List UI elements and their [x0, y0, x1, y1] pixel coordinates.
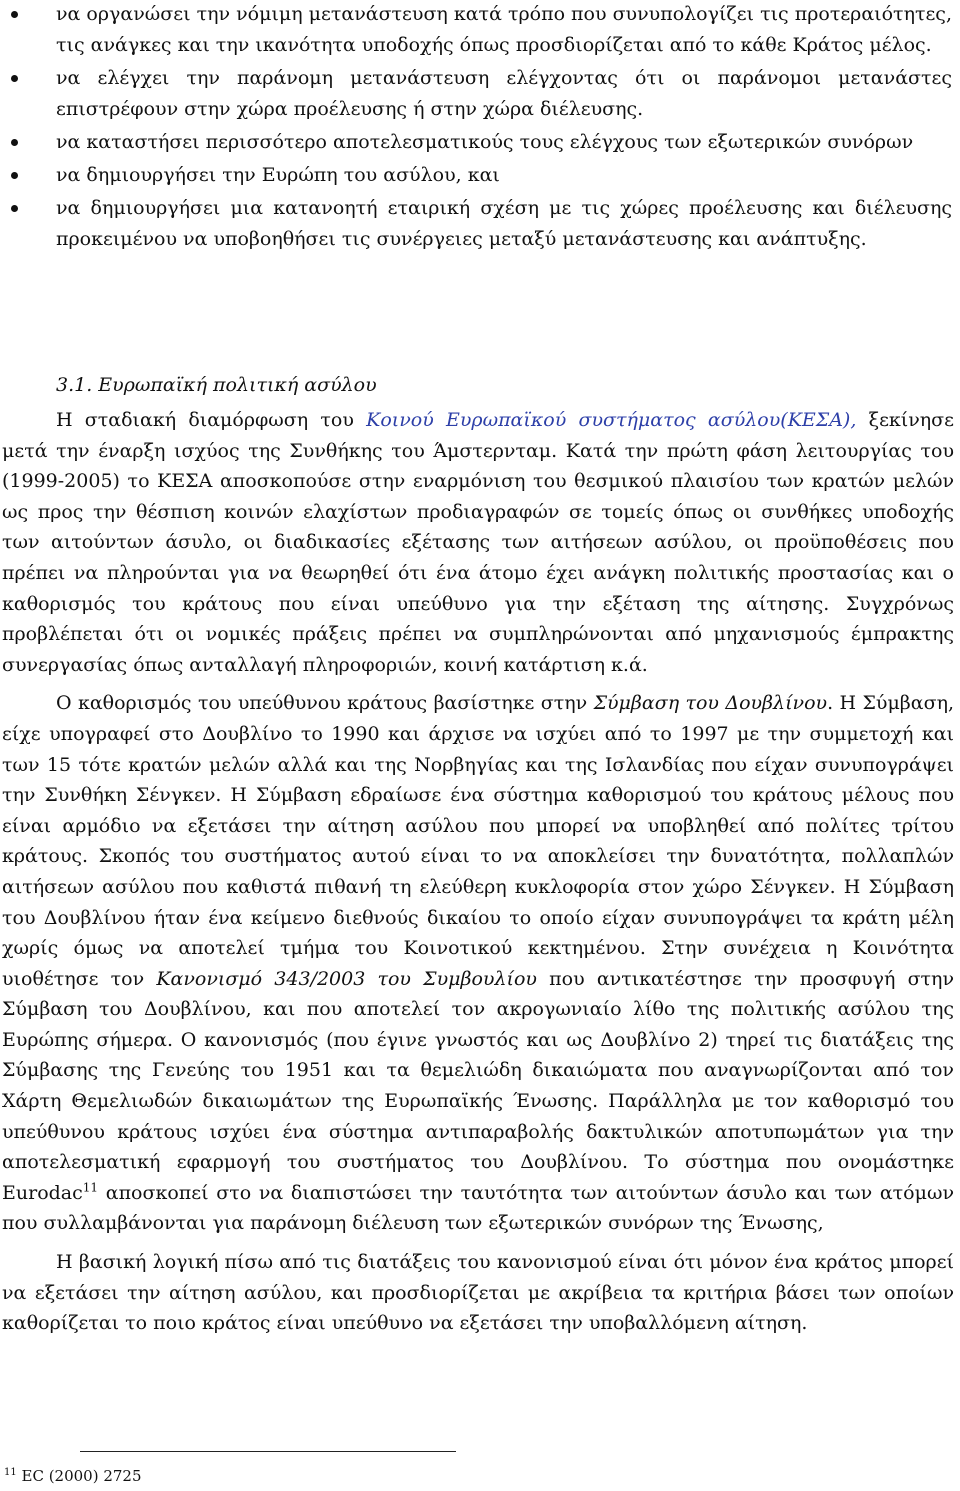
paragraph-2 — [2, 688, 954, 1239]
footnote-reference[interactable]: 11 — [82, 1180, 99, 1195]
paragraph-1-part-a: Η σταδιακή διαμόρφωση του — [56, 409, 367, 431]
paragraph-1 — [2, 405, 954, 680]
list-item — [0, 0, 960, 61]
bullet-text: να οργανώσει την νόμιμη μετανάστευση κατά τρόπο που συνυπολογίζει τις προτεραιότητες, τις ανάγκες και την ικανότητα υποδοχής όπως προσδιορίζεται από το κάθε Κράτος μέλος. — [56, 3, 952, 56]
bullet-list — [0, 0, 960, 257]
list-item — [0, 193, 960, 255]
bullet-text: να ελέγχει την παράνομη μετανάστευση ελέγχοντας ότι οι παράνομοι μετανάστες επιστρέφουν στην χώρα προέλευσης ή στην χώρα διέλευσης. — [56, 67, 952, 120]
paragraph-2-part-c: . Η Σύμβαση, είχε υπογραφεί στο Δουβλίνο το 1990 και άρχισε να ισχύει από το 1997 με την συμμετοχή και των 15 τότε κρατών μελών αλλά και της Νορβηγίας και της Ισλανδίας που είχαν συνυπογράψει την Συνθήκη Σένγκεν. Η Σύμβαση εδραίωσε ένα σύστημα καθορισμού του κράτους μέλους που είναι αρμόδιο να εξετάσει την αίτηση ασύλου που μπορεί να υποβληθεί από πολίτες τρίτου κράτους. Σκοπός του συστήματος αυτού είναι το να αποκλείσει την δυνατότητα, πολλαπλών αιτήσεων ασύλου που καθιστά πιθανή τη ελεύθερη κυκλοφορία στον χώρο Σένγκεν. Η Σύμβαση του Δουβλίνου ήταν ένα κείμενο διεθνούς δικαίου το οποίο είχαν συνυπογράψει τα κράτη μέλη χωρίς όμως να αποτελεί τμήμα του Κοινοτικού κεκτημένου. Στην συνέχεια η Κοινότητα υιοθέτησε τον — [2, 692, 954, 990]
list-item — [0, 63, 960, 125]
bullet-icon — [11, 172, 18, 179]
bullet-icon — [11, 75, 18, 82]
section-heading: 3.1. Ευρωπαϊκή πολιτική ασύλου — [56, 374, 377, 396]
kesa-term: Κοινού Ευρωπαϊκού συστήματος ασύλου(ΚΕΣΑ), — [366, 409, 857, 431]
footnote-text: EC (2000) 2725 — [16, 1467, 142, 1485]
bullet-icon — [11, 139, 18, 146]
footnote-number: 11 — [4, 1467, 17, 1478]
paragraph-2-part-e: που αντικατέστησε την προσφυγή στην Σύμβαση του Δουβλίνου, και που αποτελεί τον ακρογωνιαίο λίθο της πολιτικής ασύλου της Ευρώπης σήμερα. Ο κανονισμός (που έγινε γνωστός και ως Δουβλίνο 2) τηρεί τις διατάξεις της Σύμβασης της Γενεύης του 1951 και τα θεμελιώδη δικαιώματα που αναγνωρίζονται από τον Χάρτη Θεμελιωδών δικαιωμάτων της Ευρωπαϊκής Ένωσης. Παράλληλα με τον καθορισμό του υπεύθυνου κράτους ισχύει ένα σύστημα αντιπαραβολής δακτυλικών αποτυπωμάτων για την αποτελεσματική εφαρμογή του συστήματος του Δουβλίνου. Το σύστημα που ονομάστηκε Eurodac — [2, 967, 954, 1204]
body-text — [2, 405, 954, 1347]
paragraph-3: Η βασική λογική πίσω από τις διατάξεις του κανονισμού είναι ότι μόνον ένα κράτος μπορεί να εξετάσει την αίτηση ασύλου, και προσδιορίζεται με ακρίβεια τα κριτήρια βάσει των οποίων καθορίζεται το ποιο κράτος είναι υπεύθυνο να εξετάσει την υποβαλλόμενη αίτηση. — [2, 1251, 954, 1335]
dublin-convention-term: Σύμβαση του Δουβλίνου — [593, 692, 828, 715]
footnote-divider — [80, 1451, 456, 1452]
paragraph-2-part-a: Ο καθορισμός του υπεύθυνου κράτους βασίστηκε στην — [56, 692, 594, 715]
footnote — [4, 1466, 142, 1486]
bullet-icon — [11, 205, 18, 212]
list-item — [0, 160, 960, 191]
paragraph-2-part-f: αποσκοπεί στο να διαπιστώσει την ταυτότητα των αιτούντων άσυλο και των ατόμων που συλλαμβάνονται για παράνομη διέλευση των εξωτερικών συνόρων της Ένωσης, — [2, 1181, 954, 1235]
bullet-text: να δημιουργήσει μια κατανοητή εταιρική σχέση με τις χώρες προέλευσης και διέλευσης προκειμένου να υποβοηθήσει τις συνέργειες μεταξύ μετανάστευσης και ανάπτυξης. — [56, 197, 952, 250]
list-item — [0, 127, 960, 158]
regulation-term: Κανονισμό 343/2003 του Συμβουλίου — [156, 967, 537, 990]
bullet-text: να καταστήσει περισσότερο αποτελεσματικούς τους ελέγχους των εξωτερικών συνόρων — [56, 131, 914, 153]
bullet-text: να δημιουργήσει την Ευρώπη του ασύλου, και — [56, 164, 500, 186]
bullet-icon — [11, 11, 18, 18]
paragraph-1-part-c: ξεκίνησε μετά την έναρξη ισχύος της Συνθήκης του Άμστερνταμ. Κατά την πρώτη φάση λειτουργίας του (1999-2005) το ΚΕΣΑ αποσκοπούσε στην εναρμόνιση του θεσμικού πλαισίου των κρατών μελών ως προς την θέσπιση κοινών ελαχίστων προδιαγραφών σε τομείς όπως οι συνθήκες υποδοχής των αιτούντων άσυλο, οι διαδικασίες εξέτασης των αιτήσεων ασύλου, οι προϋποθέσεις που πρέπει να πληρούνται για να θεωρηθεί ότι ένα άτομο έχει ανάγκη πολιτικής προστασίας και ο καθορισμός του κράτους που είναι υπεύθυνο για την εξέταση της αίτησης. Συγχρόνως προβλέπεται ότι οι νομικές πράξεις πρέπει να συμπληρώνονται από μηχανισμούς έμπρακτης συνεργασίας όπως ανταλλαγή πληροφοριών, κοινή κατάρτιση κ.ά. — [2, 409, 954, 676]
